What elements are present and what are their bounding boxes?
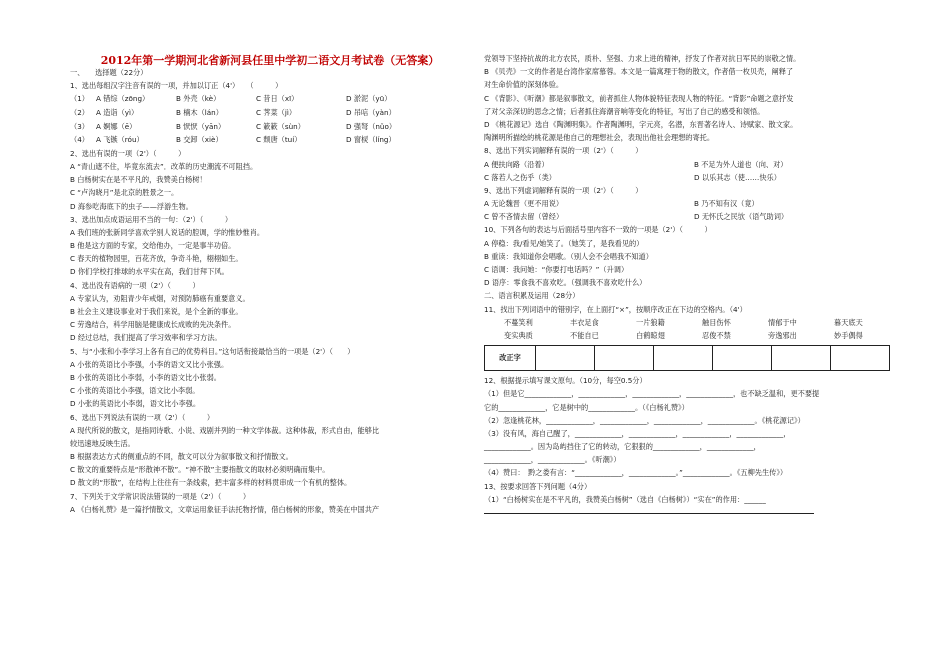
correction-cell[interactable] bbox=[713, 346, 772, 371]
option: D 语序：零食我不喜欢吃。（强调我不喜欢吃什么） bbox=[484, 278, 647, 288]
fill-in-line: （3）没有风，海自己醒了，_____________，_____________，_____________，_____________， bbox=[484, 428, 791, 438]
option: D 以乐其志（使……快乐） bbox=[694, 172, 781, 182]
option: A 飞镞（róu） bbox=[96, 135, 144, 145]
fill-in-line: （1）但是它_____________，_____________，_____________，_____________，也不缺乏温和，更不要提 bbox=[484, 389, 820, 399]
option: B 乃不知有汉（竟） bbox=[694, 199, 759, 209]
fill-in-line: （4）赞曰： 黔之娄有言：“_____________，_____________。”_____________。《五柳先生传》） bbox=[484, 468, 788, 478]
option: B 社会主义建设事业对于我们来说，是个全新的事业。 bbox=[70, 307, 243, 316]
option: A 错综（zōng） bbox=[96, 94, 150, 104]
idiom: 旁逸邪出 bbox=[768, 330, 797, 340]
option: B 白杨树实在是不平凡的，我赞美白杨树！ bbox=[70, 175, 207, 185]
idiom: 丰衣足食 bbox=[570, 317, 599, 327]
option: C 劳逸结合，科学用脑是健康成长成败的先决条件。 bbox=[70, 320, 236, 330]
option: B 交卸（xiè） bbox=[176, 135, 223, 145]
fill-in-line: （1）“白杨树实在是不平凡的，我赞美白杨树”（选自《白杨树》）“实在”的作用：______ bbox=[484, 494, 766, 504]
option: 了对父亲深切的思念之情；后者抓住海潮音响等变化的特征，写出了自己的感受和领悟。 bbox=[484, 106, 765, 116]
question-10: 10、下列各句的表达与后面括号里内容不一致的一项是（2'）（ ） bbox=[484, 225, 712, 235]
option: A 婀娜（ē） bbox=[96, 121, 137, 131]
option: C 昔日（xī） bbox=[256, 94, 299, 104]
option: B 重读：我知道你会唱歌。（别人会不会唱我不知道） bbox=[484, 251, 653, 261]
correction-cell[interactable] bbox=[831, 346, 890, 371]
correction-table bbox=[484, 345, 890, 371]
idiom: 暮天底天 bbox=[834, 317, 863, 327]
correction-cell[interactable] bbox=[595, 346, 654, 371]
option: A 现代所说的散文，是指同诗歌、小说、戏剧并列的一种文学体裁。这种体裁，形式自由，能够比 bbox=[70, 425, 380, 435]
option: A 便扶向路（沿着） bbox=[484, 159, 549, 169]
option: A 无论魏晋（更不用说） bbox=[484, 199, 564, 209]
idiom: 妙手偶得 bbox=[834, 330, 863, 340]
option: C 小张的英语比小李强，语文比小李弱。 bbox=[70, 386, 200, 396]
idiom: 忍俊不禁 bbox=[702, 330, 731, 340]
option: A 停稳：我/看见/她笑了。（她笑了，是我看见的） bbox=[484, 238, 644, 248]
question-13: 13、按要求回答下列问题（4分） bbox=[484, 481, 592, 491]
question-9: 9、选出下列虚词解释有误的一项（2'）（ ） bbox=[484, 185, 643, 195]
section-heading: 一、 选择题（22分） bbox=[70, 68, 148, 77]
answer-line bbox=[484, 512, 814, 514]
option-continued: 党领导下坚持抗战的北方农民，质朴、坚强、力求上进的精神，抒发了作者对抗日军民的崇敬之情。 bbox=[484, 54, 801, 63]
page-title: 2012年第一学期河北省新河县任里中学初二语文月考试卷（无答案） bbox=[100, 54, 440, 67]
option: B 小张的英语比小李弱，小李的语文比小张弱。 bbox=[70, 372, 221, 382]
idiom: 不蔓笑利 bbox=[504, 317, 533, 327]
correction-cell[interactable] bbox=[654, 346, 713, 371]
option-group-label: （3） bbox=[70, 121, 89, 131]
section-heading: 二、语言积累及运用（28分） bbox=[484, 291, 580, 301]
option: C 落若人之伤乎（类） bbox=[484, 172, 556, 182]
option: D 《桃花源记》选自《陶渊明集》。作者陶渊明，字元亮，名潜，东晋著名诗人、诗赋家、散文家。 bbox=[484, 119, 798, 129]
idiom: 情郁于中 bbox=[768, 317, 797, 327]
question-1: 1、选出每组汉字注音有误的一项，并加以订正（4'） （ ） bbox=[70, 81, 283, 91]
option: D 淤泥（yū） bbox=[346, 94, 392, 104]
option-row bbox=[484, 158, 904, 171]
option-row bbox=[484, 197, 904, 210]
option: C 颓唐（tuí） bbox=[256, 135, 302, 145]
idiom: 不能自已 bbox=[570, 330, 599, 340]
option: 对生命价值的深刻体验。 bbox=[484, 80, 564, 90]
option-row bbox=[70, 106, 470, 120]
option: C 春天的植物园里，百花齐放，争奇斗艳，栩栩如生。 bbox=[70, 254, 243, 264]
question-12: 12、根据提示填写课文原句。（10分，每空0.5分） bbox=[484, 376, 647, 386]
option: 较迅速地反映生活。 bbox=[70, 438, 135, 448]
fill-in-line: _____________。因为岛屿挡住了它的转动，它狠狠的_____________，_____________， bbox=[484, 442, 761, 452]
option: C 语调：我问她：“你要打电话吗？”（升调） bbox=[484, 265, 629, 274]
option: B 楠木（lán） bbox=[176, 107, 223, 117]
option: B 《贝壳》一文的作者是台湾作家席慕蓉。本文是一篇寓理于物的散文，作者借一枚贝壳，阐释了 bbox=[484, 67, 794, 77]
left-column bbox=[70, 66, 470, 516]
question-8: 8、选出下列实词解释有误的一项（2'）（ ） bbox=[484, 146, 643, 156]
question-1-options bbox=[70, 92, 470, 146]
option: A “青山遮不住，毕竟东流去”．改革的历史潮流不可阻挡。 bbox=[70, 161, 258, 171]
right-column bbox=[484, 52, 904, 514]
option: B 外壳（kè） bbox=[176, 94, 221, 104]
option: D 海参吃海底下的虫子——浮游生物。 bbox=[70, 201, 193, 211]
option: C 荠菜（jì） bbox=[256, 107, 297, 117]
option: B 不足为外人道也（向、对） bbox=[694, 159, 788, 169]
option: C 曾不吝情去留（曾经） bbox=[484, 212, 564, 222]
option: C 散文的重要特点是“形散神不散”。“神不散”主要指散文的取材必须明确而集中。 bbox=[70, 465, 330, 475]
question-4: 4、选出没有语病的一项（2'）（ ） bbox=[70, 280, 200, 290]
idiom: 一片狼籍 bbox=[636, 317, 665, 327]
option: B 他是这方面的专家，交给他办，一定是事半功倍。 bbox=[70, 241, 236, 251]
option: A 造诣（yì） bbox=[96, 107, 139, 117]
option: 陶渊明所描绘的桃花源是他自己的理想社会，表现出他社会理想的寄托。 bbox=[484, 133, 715, 143]
option-group-label: （2） bbox=[70, 107, 89, 117]
option: D 窗棂（líng） bbox=[346, 135, 396, 145]
question-11: 11、找出下列词语中的错别字，在上面打“×”，按顺序改正在下边的空格内。（4'） bbox=[484, 304, 747, 314]
idiom: 白鹤晾翅 bbox=[636, 330, 665, 340]
option-row bbox=[70, 133, 470, 147]
option-row bbox=[70, 92, 470, 106]
option: D 吊唁（yàn） bbox=[346, 107, 396, 117]
option: D 经过总结，我们提高了学习效率和学习方法。 bbox=[70, 333, 222, 343]
option: D 无怀氏之民欤（语气助词） bbox=[694, 212, 789, 222]
option: D 强弩（nǔo） bbox=[346, 121, 397, 131]
fill-in-line: （2）忽逢桃花林，_____________，_____________，_____________，_____________。《桃花源记》） bbox=[484, 415, 805, 425]
option: C 《背影》、《听潮》都是叙事散文，前者抓住人物体貌特征表现人物的特征。“背影”命题之意抒发 bbox=[484, 93, 794, 103]
option-row bbox=[484, 171, 904, 184]
option: A 《白杨礼赞》是一篇抒情散文，文章运用象征手法托物抒情，借白杨树的形象，赞美在中国共产 bbox=[70, 504, 380, 514]
idiom-row bbox=[484, 316, 904, 329]
option: D 散文的“形散”，在结构上往往有一条线索，把丰富多样的材料贯串成一个有机的整体。 bbox=[70, 478, 352, 488]
option: B 根据表达方式的侧重点的不同，散文可以分为叙事散文和抒情散文。 bbox=[70, 452, 293, 462]
idiom-row bbox=[484, 329, 904, 342]
option-group-label: （1） bbox=[70, 94, 89, 104]
option: A 我们班的张新同学喜欢学别人说话的腔调，学的惟妙惟肖。 bbox=[70, 227, 265, 237]
option: B 恹恹（yān） bbox=[176, 121, 226, 131]
option-group-label: （4） bbox=[70, 135, 89, 145]
question-5: 5、与“小张和小李学习上各有自己的优势科目。”这句话衔接最恰当的一项是（2'）（ ） bbox=[70, 346, 355, 356]
correction-table-header: 改正字 bbox=[485, 346, 536, 371]
fill-in-line: 它的_____________，它是树中的_____________。（《白杨礼赞》） bbox=[484, 402, 689, 412]
option: A 小张的英语比小李强，小李的语文又比小张强。 bbox=[70, 359, 229, 369]
question-3: 3、选出加点成语运用不当的一句：（2'）（ ） bbox=[70, 214, 233, 224]
option: C “卢沟晓月”是北京的胜景之一。 bbox=[70, 188, 179, 198]
option: D 小张的英语比小李弱，语文比小李强。 bbox=[70, 399, 201, 409]
question-7: 7、下列关于文学常识说法错误的一项是（2'）（ ） bbox=[70, 491, 251, 501]
idiom: 触目伤怀 bbox=[702, 317, 731, 327]
question-6: 6、选出下列说法有误的一项（2'）（ ） bbox=[70, 412, 215, 422]
idiom: 变实典质 bbox=[504, 330, 533, 340]
question-2: 2、选出有误的一项（2'）（ ） bbox=[70, 148, 186, 158]
option: A 专家认为，劝阻青少年戒烟，对预防肺癌有重要意义。 bbox=[70, 293, 250, 303]
option: D 你们学校打排球的水平实在高，我们甘拜下风。 bbox=[70, 267, 229, 277]
fill-in-line: _____________，_____________。《听潮》） bbox=[484, 455, 621, 465]
option-row bbox=[484, 210, 904, 223]
option-row bbox=[70, 120, 470, 134]
option: C 簌簌（sùn） bbox=[256, 121, 305, 131]
correction-cell[interactable] bbox=[772, 346, 831, 371]
correction-cell[interactable] bbox=[536, 346, 595, 371]
